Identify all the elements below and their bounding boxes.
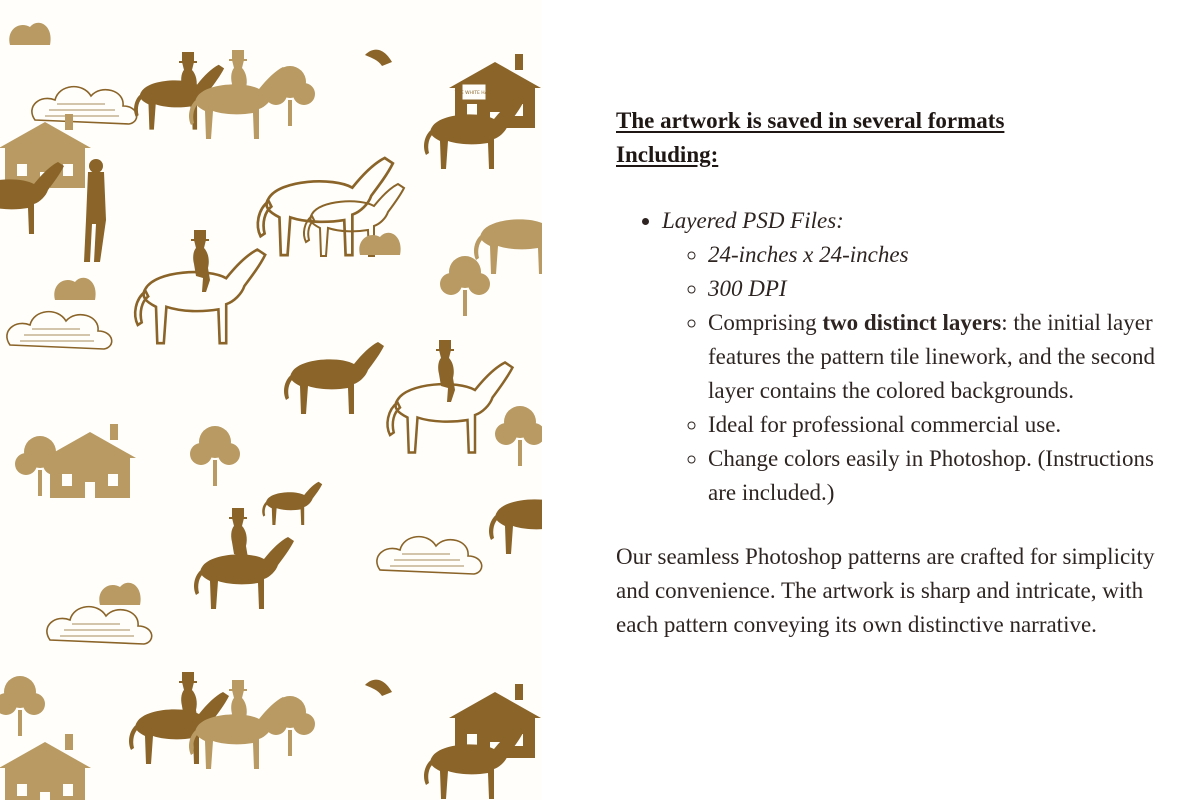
list-item-dpi: ◦ 300 DPI: [708, 272, 1176, 306]
list-item-size: ◦ 24-inches x 24-inches: [708, 238, 1176, 272]
description-paragraph: Our seamless Photoshop patterns are crafted for simplicity and convenience. The artwork is sharp and intricate, with each pattern conveying its own distinctive narrative.: [616, 544, 1155, 637]
toile-pattern-illustration: [0, 0, 542, 800]
list-item-commercial: ◦ Ideal for professional commercial use.: [708, 408, 1176, 442]
layers-text-post: : the initial layer features the pattern tile linework, and the second layer contains the colored backgrounds.: [708, 310, 1156, 403]
list-item-psd: [662, 204, 1176, 510]
list-item-layers: [708, 306, 1176, 408]
layers-text-pre: Comprising: [708, 310, 823, 335]
formats-list: [616, 204, 1176, 510]
psd-details-list: [662, 238, 1176, 510]
heading-line-2: Including:: [616, 142, 719, 167]
toile-pattern-image: [0, 0, 542, 800]
psd-files-label: Layered PSD Files:: [662, 208, 844, 233]
pub-sign-text: THE WHITE HART: [454, 91, 494, 96]
list-item-colors: ◦ Change colors easily in Photoshop. (Instructions are included.): [708, 442, 1176, 510]
heading-line-1: The artwork is saved in several formats: [616, 108, 1005, 133]
formats-heading: [616, 104, 1176, 172]
layers-text-bold: two distinct layers: [822, 310, 1002, 335]
description-panel: [616, 104, 1176, 642]
